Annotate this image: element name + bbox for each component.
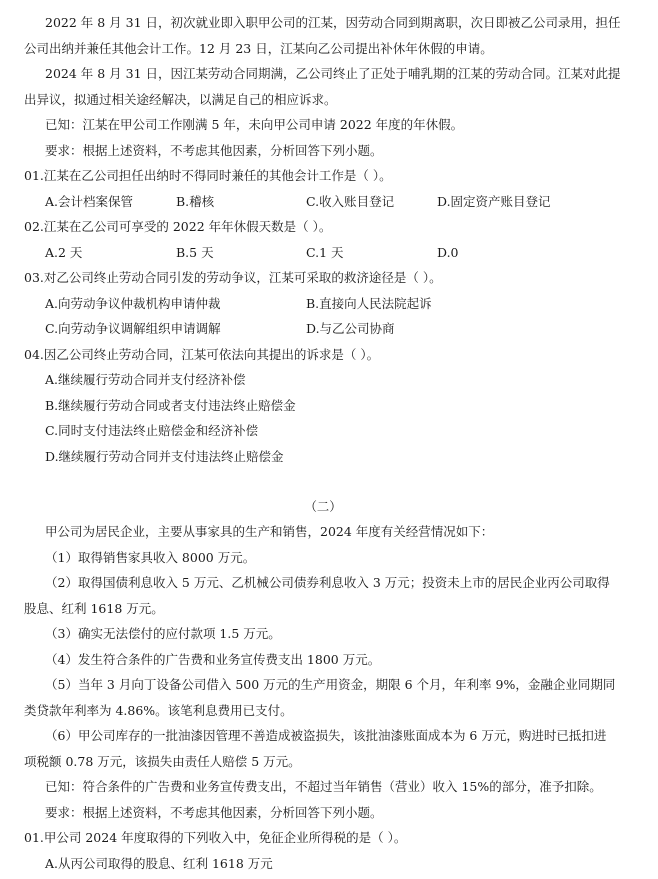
case2-q1-option-a[interactable]: A.从丙公司取得的股息、红利 1618 万元 [45, 856, 273, 871]
case1-q4-option-d[interactable]: D.继续履行劳动合同并支付违法终止赔偿金 [45, 449, 284, 464]
case1-q3-option-d[interactable]: D.与乙公司协商 [306, 321, 395, 336]
case1-requirement: 要求：根据上述资料，不考虑其他因素，分析回答下列小题。 [45, 143, 383, 158]
case1-paragraph-2-line-2: 出异议，拟通过相关途经解决，以满足自己的相应诉求。 [24, 92, 337, 107]
case1-q3-option-c[interactable]: C.向劳动争议调解组织申请调解 [45, 321, 221, 336]
case2-item-6-line-1: （6）甲公司库存的一批油漆因管理不善造成被盗损失，该批油漆账面成本为 6 万元，购进时已抵扣进 [45, 728, 607, 743]
case1-q1-option-a[interactable]: A.会计档案保管 [45, 194, 134, 209]
case2-item-5-line-2: 类贷款年利率为 4.86%。该笔利息费用已支付。 [24, 703, 293, 718]
case1-question-3-stem: 03.对乙公司终止劳动合同引发的劳动争议，江某可采取的救济途径是（ ）。 [24, 270, 442, 285]
case1-paragraph-2-line-1: 2024 年 8 月 31 日，因江某劳动合同期满，乙公司终止了正处于哺乳期的江某的劳动合同。江某对此提 [45, 66, 621, 81]
case2-requirement: 要求：根据上述资料，不考虑其他因素，分析回答下列小题。 [45, 805, 383, 820]
case2-item-1: （1）取得销售家具收入 8000 万元。 [45, 550, 256, 565]
case1-q2-option-b[interactable]: B.5 天 [176, 245, 214, 260]
case1-q2-option-c[interactable]: C.1 天 [306, 245, 344, 260]
case1-q4-option-a[interactable]: A.继续履行劳动合同并支付经济补偿 [45, 372, 246, 387]
case1-q1-option-d[interactable]: D.固定资产账目登记 [437, 194, 551, 209]
case1-q2-option-a[interactable]: A.2 天 [45, 245, 83, 260]
case2-intro: 甲公司为居民企业，主要从事家具的生产和销售，2024 年度有关经营情况如下： [45, 524, 494, 539]
case1-q2-option-d[interactable]: D.0 [437, 245, 459, 260]
case1-q4-option-b[interactable]: B.继续履行劳动合同或者支付违法终止赔偿金 [45, 398, 296, 413]
case2-item-2-line-2: 股息、红利 1618 万元。 [24, 601, 164, 616]
case1-q1-option-c[interactable]: C.收入账目登记 [306, 194, 395, 209]
case2-item-6-line-2: 项税额 0.78 万元，该损失由责任人赔偿 5 万元。 [24, 754, 301, 769]
case2-item-4: （4）发生符合条件的广告费和业务宣传费支出 1800 万元。 [45, 652, 381, 667]
case1-paragraph-1-line-2: 公司出纳并兼任其他会计工作。12 月 23 日，江某向乙公司提出补休年休假的申请。 [24, 41, 493, 56]
case1-q3-option-b[interactable]: B.直接向人民法院起诉 [306, 296, 432, 311]
case1-paragraph-1-line-1: 2022 年 8 月 31 日，初次就业即入职甲公司的江某，因劳动合同到期离职，次日即被乙公司录用，担任 [45, 15, 621, 30]
case1-question-1-stem: 01.江某在乙公司担任出纳时不得同时兼任的其他会计工作是（ ）。 [24, 168, 392, 183]
case1-question-4-stem: 04.因乙公司终止劳动合同，江某可依法向其提出的诉求是（ ）。 [24, 347, 380, 362]
case1-q3-option-a[interactable]: A.向劳动争议仲裁机构申请仲裁 [45, 296, 221, 311]
case2-title: （二） [304, 499, 342, 514]
case2-known: 已知：符合条件的广告费和业务宣传费支出，不超过当年销售（营业）收入 15%的部分，准予扣除。 [45, 779, 602, 794]
case2-item-3: （3）确实无法偿付的应付款项 1.5 万元。 [45, 626, 281, 641]
case1-q4-option-c[interactable]: C.同时支付违法终止赔偿金和经济补偿 [45, 423, 259, 438]
case1-question-2-stem: 02.江某在乙公司可享受的 2022 年年休假天数是（ ）。 [24, 219, 332, 234]
case1-known: 已知：江某在甲公司工作刚满 5 年，未向甲公司申请 2022 年度的年休假。 [45, 117, 464, 132]
case2-item-2-line-1: （2）取得国债利息收入 5 万元、乙机械公司债券利息收入 3 万元；投资未上市的居民企业丙公司取得 [45, 575, 610, 590]
case2-item-5-line-1: （5）当年 3 月向丁设备公司借入 500 万元的生产用资金，期限 6 个月，年利率 9%，金融企业同期同 [45, 677, 616, 692]
case1-q1-option-b[interactable]: B.稽核 [176, 194, 215, 209]
case2-question-1-stem: 01.甲公司 2024 年度取得的下列收入中，免征企业所得税的是（ ）。 [24, 830, 407, 845]
